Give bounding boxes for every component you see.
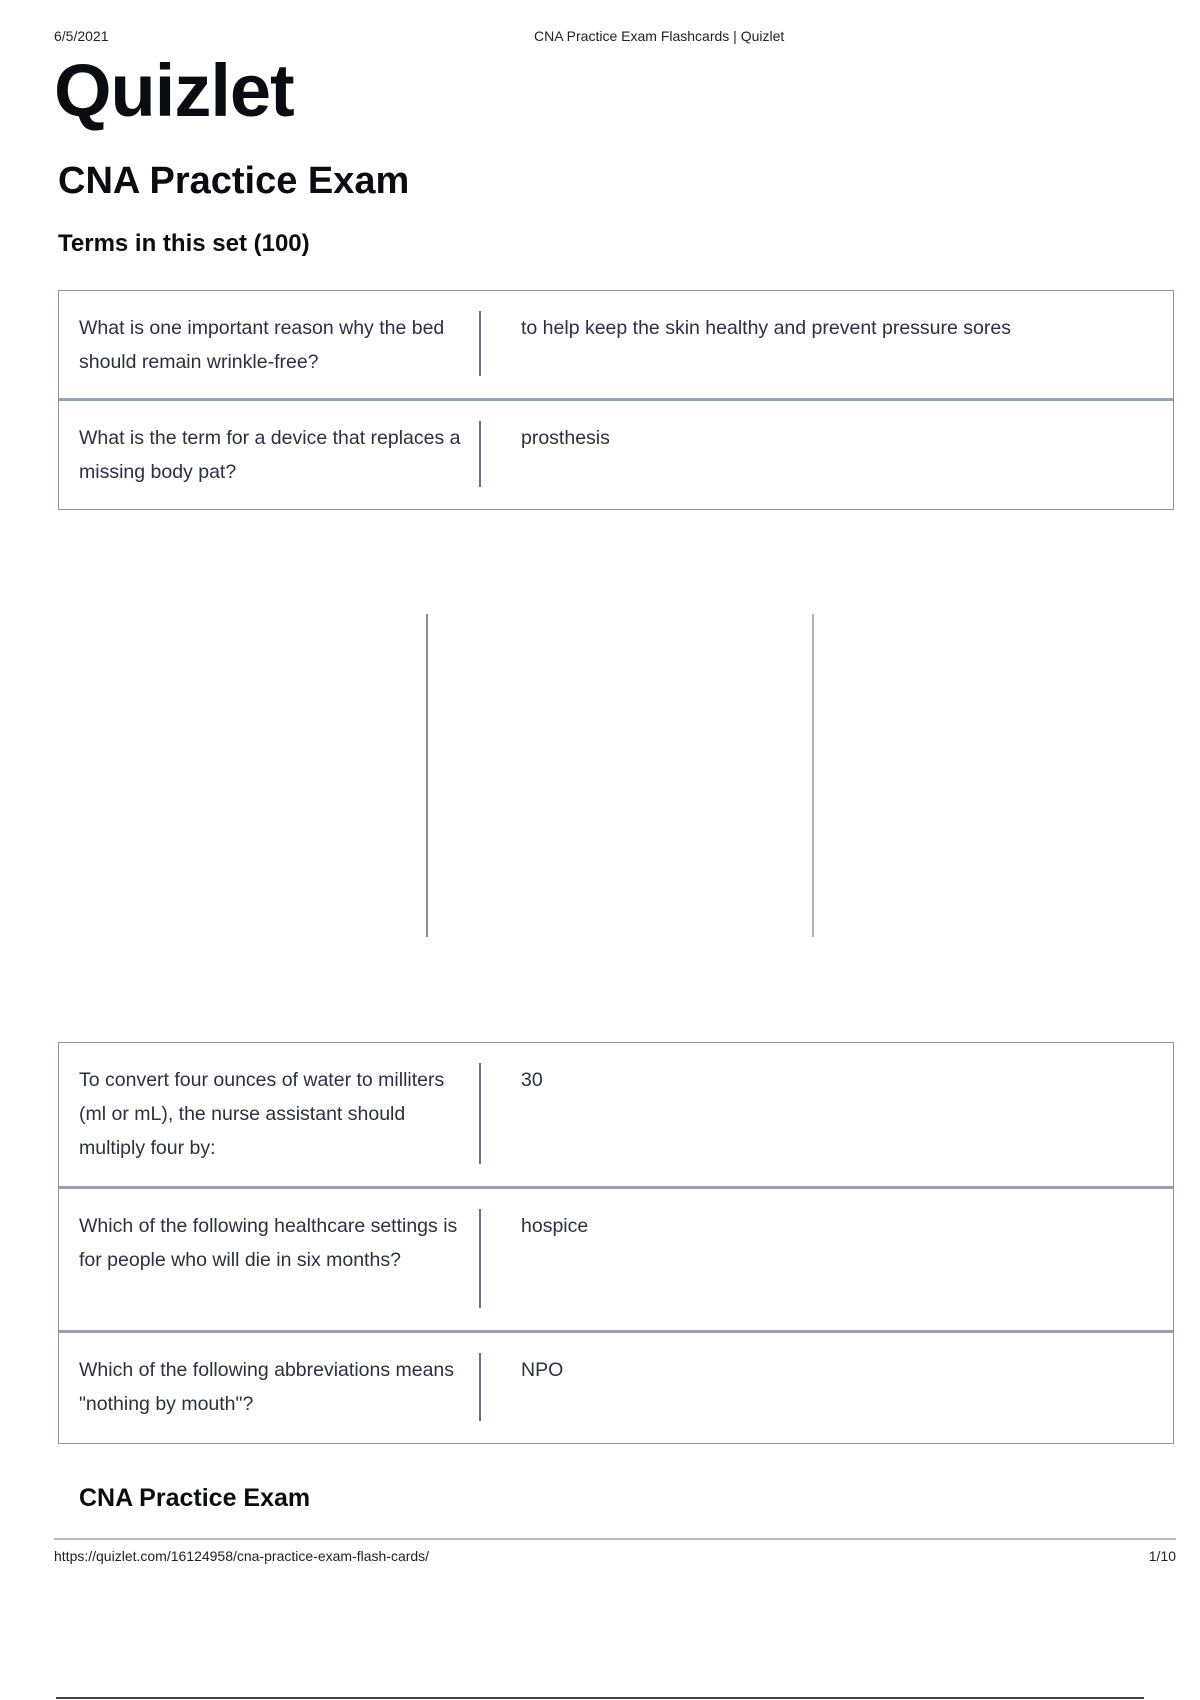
card-term: Which of the following healthcare settings is for people who will die in six months? [79, 1215, 458, 1271]
card-definition: prosthesis [521, 427, 610, 449]
print-page-number: 1/10 [1148, 1548, 1176, 1564]
print-header [54, 28, 1146, 48]
footer-divider [54, 1538, 1176, 1540]
card-group-top [58, 290, 1174, 510]
card-term: To convert four ounces of water to milliters (ml or mL), the nurse assistant should multiply four by: [79, 1069, 445, 1159]
card-definition: to help keep the skin healthy and prevent pressure sores [521, 317, 1011, 339]
card-row [59, 1189, 1173, 1333]
print-page-title: CNA Practice Exam Flashcards | Quizlet [534, 28, 785, 44]
quizlet-logo[interactable]: Quizlet [54, 49, 294, 132]
card-row [59, 1333, 1173, 1443]
set-title: CNA Practice Exam [58, 160, 410, 202]
print-url[interactable]: https://quizlet.com/16124958/cna-practice-exam-flash-cards/ [54, 1548, 430, 1564]
card-row [59, 401, 1173, 509]
footer-set-title: CNA Practice Exam [79, 1484, 311, 1512]
card-group-bottom [58, 1042, 1174, 1444]
card-row [59, 1043, 1173, 1189]
card-row [59, 291, 1173, 401]
print-date: 6/5/2021 [54, 28, 109, 44]
card-term: What is one important reason why the bed should remain wrinkle-free? [79, 317, 445, 373]
card-term: What is the term for a device that replaces a missing body pat? [79, 427, 461, 483]
print-footer [54, 1548, 1176, 1568]
empty-column-line-right [812, 614, 814, 937]
card-definition: NPO [521, 1359, 564, 1381]
card-definition: 30 [521, 1069, 543, 1091]
card-definition: hospice [521, 1215, 589, 1237]
terms-heading: Terms in this set (100) [58, 230, 310, 257]
next-page-edge [56, 1697, 1144, 1699]
empty-column-line-left [426, 614, 428, 937]
card-term: Which of the following abbreviations means "nothing by mouth"? [79, 1359, 455, 1415]
